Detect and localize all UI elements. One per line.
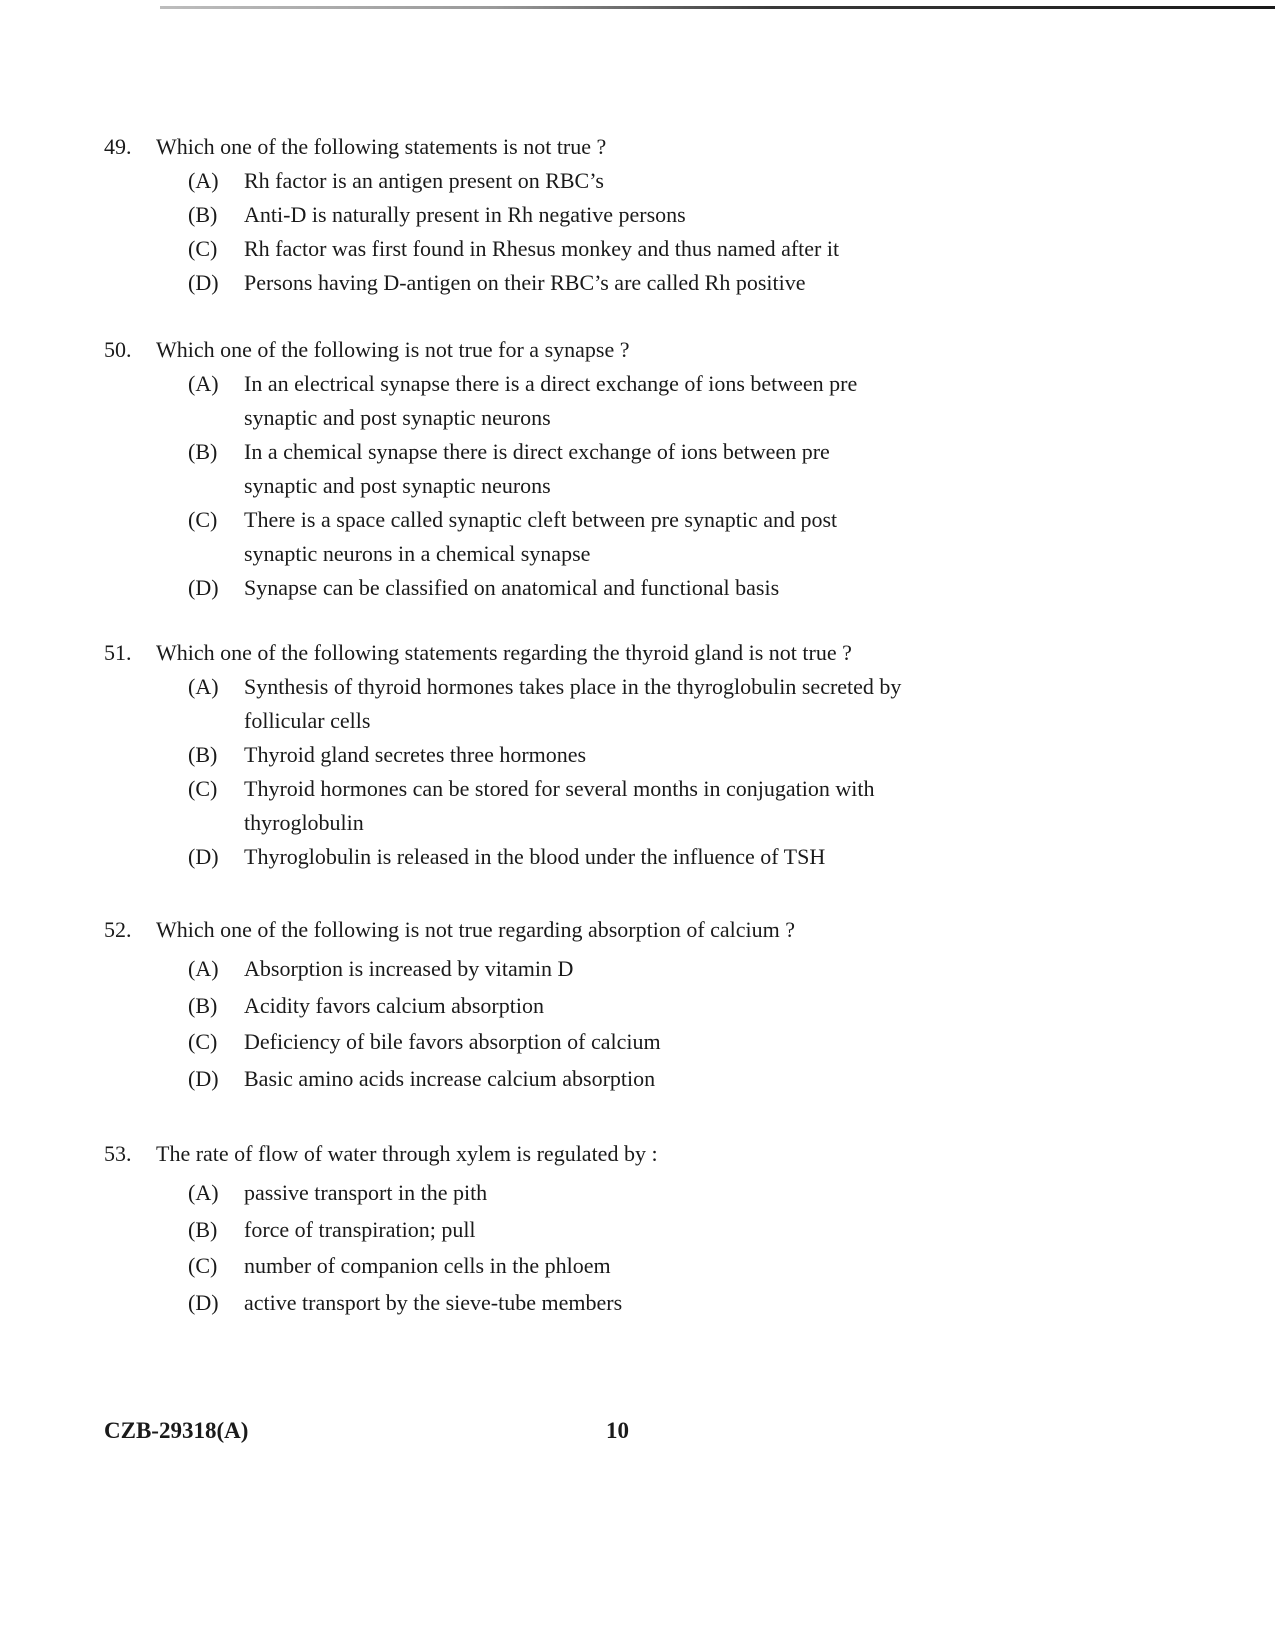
option-text: Basic amino acids increase calcium absorption xyxy=(244,1065,656,1091)
option-b xyxy=(188,435,904,503)
option-letter: (C) xyxy=(188,236,218,261)
option-list xyxy=(188,670,944,874)
question-text: Which one of the following is not true regarding absorption of calcium ? xyxy=(156,917,796,942)
question-text: Which one of the following is not true for a synapse ? xyxy=(156,337,630,362)
option-text: Rh factor was first found in Rhesus monkey and thus named after it xyxy=(244,236,840,261)
option-text: Synthesis of thyroid hormones takes place in the thyroglobulin secreted by follicular cells xyxy=(244,674,902,733)
option-text: force of transpiration; pull xyxy=(244,1216,476,1242)
option-text: active transport by the sieve-tube members xyxy=(244,1289,623,1315)
option-text: passive transport in the pith xyxy=(244,1180,488,1205)
option-letter: (C) xyxy=(188,776,218,801)
option-text: Thyroid gland secretes three hormones xyxy=(244,742,587,767)
option-text: Rh factor is an antigen present on RBC’s xyxy=(244,168,604,193)
option-letter: (A) xyxy=(188,168,219,193)
option-letter: (D) xyxy=(188,270,219,295)
option-b xyxy=(188,198,904,232)
option-letter: (B) xyxy=(188,742,218,767)
option-text: In a chemical synapse there is direct exchange of ions between pre synaptic and post synaptic neurons xyxy=(244,439,830,498)
question-text: Which one of the following statements regarding the thyroid gland is not true ? xyxy=(156,640,852,665)
option-letter: (B) xyxy=(188,202,218,227)
option-a xyxy=(188,951,904,988)
option-text: Thyroid hormones can be stored for several months in conjugation with thyroglobulin xyxy=(244,776,875,835)
question-number: 53. xyxy=(104,1141,132,1166)
option-c xyxy=(188,1024,904,1061)
option-letter: (D) xyxy=(188,1289,219,1315)
option-d xyxy=(188,840,904,874)
question-text: The rate of flow of water through xylem is regulated by : xyxy=(156,1141,658,1166)
question-header xyxy=(104,333,944,367)
option-d xyxy=(188,571,904,605)
option-letter: (D) xyxy=(188,575,219,600)
option-list xyxy=(188,951,944,1097)
option-b xyxy=(188,988,904,1025)
option-a xyxy=(188,670,904,738)
option-letter: (C) xyxy=(188,507,218,532)
booklet-code: CZB-29318(A) xyxy=(104,1418,249,1443)
option-text: Anti-D is naturally present in Rh negative persons xyxy=(244,202,686,227)
question-text: Which one of the following statements is not true ? xyxy=(156,134,607,159)
question-53 xyxy=(104,1137,944,1321)
option-text: There is a space called synaptic cleft between pre synaptic and post synaptic neurons in a chemical synapse xyxy=(244,507,838,566)
option-letter: (C) xyxy=(188,1253,218,1278)
option-text: Absorption is increased by vitamin D xyxy=(244,956,574,981)
page-number: 10 xyxy=(606,1418,629,1443)
option-text: Deficiency of bile favors absorption of calcium xyxy=(244,1029,661,1054)
question-header xyxy=(104,913,944,947)
question-number: 52. xyxy=(104,917,132,942)
option-d xyxy=(188,1061,904,1098)
question-number: 51. xyxy=(104,640,132,665)
option-c xyxy=(188,503,904,571)
question-header xyxy=(104,1137,944,1171)
option-letter: (D) xyxy=(188,1065,219,1091)
top-rule xyxy=(160,6,1275,9)
option-letter: (A) xyxy=(188,674,219,699)
option-letter: (C) xyxy=(188,1029,218,1054)
option-letter: (D) xyxy=(188,844,219,869)
question-50 xyxy=(104,333,944,605)
option-c xyxy=(188,232,904,266)
option-c xyxy=(188,772,904,840)
option-text: number of companion cells in the phloem xyxy=(244,1253,611,1278)
question-number: 50. xyxy=(104,337,132,362)
option-letter: (B) xyxy=(188,439,218,464)
option-text: Thyroglobulin is released in the blood under the influence of TSH xyxy=(244,844,826,869)
option-text: Persons having D-antigen on their RBC’s are called Rh positive xyxy=(244,270,806,295)
option-c xyxy=(188,1248,904,1285)
option-list xyxy=(188,1175,944,1321)
question-52 xyxy=(104,913,944,1097)
option-letter: (B) xyxy=(188,1216,218,1242)
option-list xyxy=(188,164,944,300)
option-letter: (A) xyxy=(188,956,219,981)
option-b xyxy=(188,1212,904,1249)
option-d xyxy=(188,266,904,300)
option-a xyxy=(188,164,904,198)
option-a xyxy=(188,367,904,435)
option-letter: (B) xyxy=(188,992,218,1018)
option-d xyxy=(188,1285,904,1322)
option-text: In an electrical synapse there is a direct exchange of ions between pre synaptic and post synaptic neurons xyxy=(244,371,858,430)
option-a xyxy=(188,1175,904,1212)
option-letter: (A) xyxy=(188,371,219,396)
question-number: 49. xyxy=(104,134,132,159)
option-b xyxy=(188,738,904,772)
option-text: Synapse can be classified on anatomical and functional basis xyxy=(244,575,780,600)
option-list xyxy=(188,367,944,605)
option-text: Acidity favors calcium absorption xyxy=(244,992,544,1018)
question-49 xyxy=(104,130,944,300)
question-header xyxy=(104,636,944,670)
question-51 xyxy=(104,636,944,874)
question-header xyxy=(104,130,944,164)
option-letter: (A) xyxy=(188,1180,219,1205)
